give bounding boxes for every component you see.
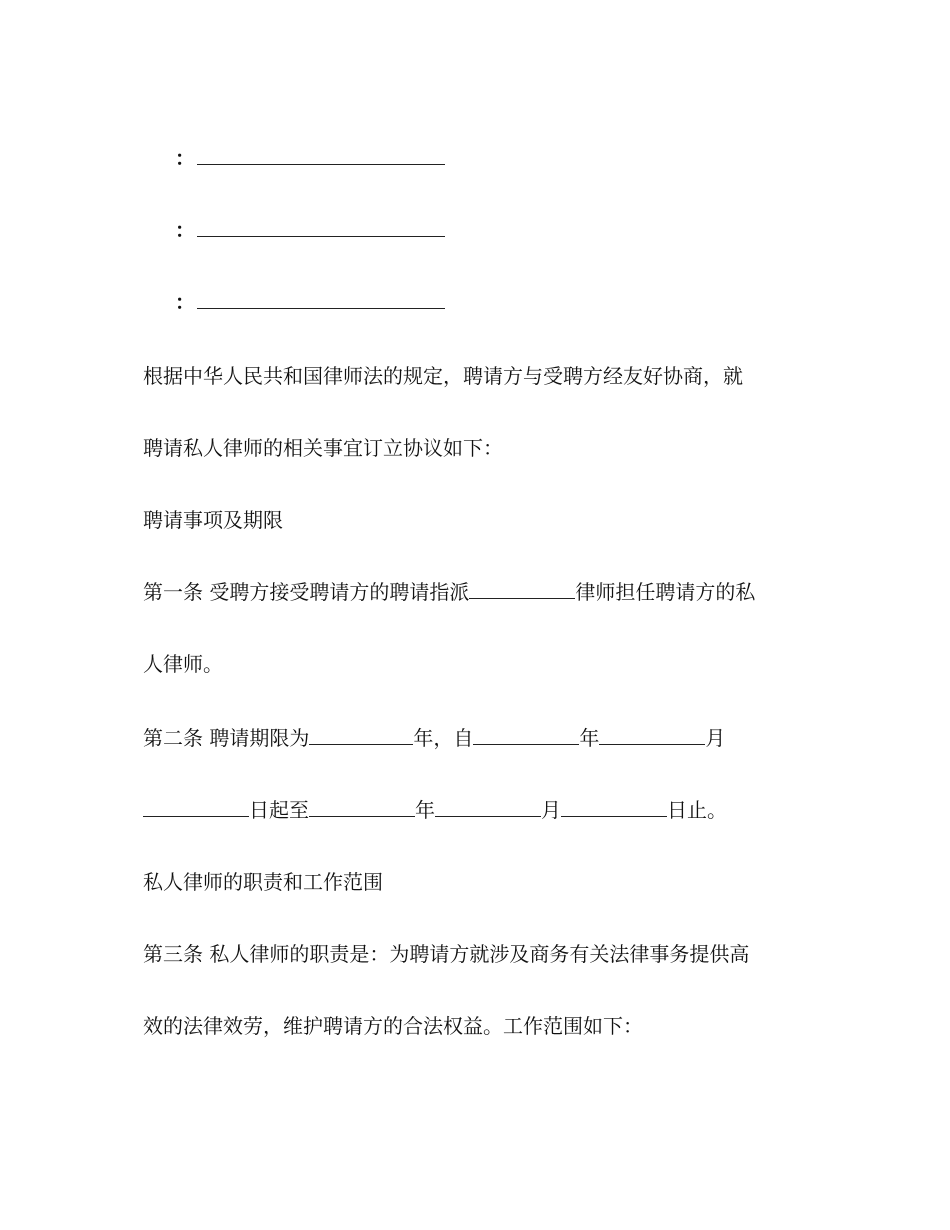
article-2-line-1 xyxy=(143,725,823,751)
end-year-blank xyxy=(309,798,415,817)
section-heading-terms: 聘请事项及期限 xyxy=(143,508,283,532)
article-2-text-b: 年，自 xyxy=(413,726,474,750)
article-1-line-1 xyxy=(143,579,823,605)
article-2-text-c: 年 xyxy=(579,726,600,750)
article-3-line-2: 效的法律效劳，维护聘请方的合法权益。工作范围如下： xyxy=(143,1014,643,1038)
start-year-blank xyxy=(473,726,579,745)
article-2-text-d: 月 xyxy=(705,726,726,750)
end-day-blank xyxy=(561,798,667,817)
intro-line-1: 根据中华人民共和国律师法的规定，聘请方与受聘方经友好协商，就 xyxy=(143,364,743,388)
article-2-text-f: 年 xyxy=(415,798,435,822)
start-month-blank xyxy=(599,726,705,745)
article-1-text-b: 律师担任聘请方的私 xyxy=(575,580,756,604)
header-field-2 xyxy=(175,218,445,242)
article-2-line-2 xyxy=(143,797,823,823)
field-blank-line xyxy=(197,218,445,237)
field-colon: ： xyxy=(175,218,195,242)
term-years-blank xyxy=(309,726,413,745)
intro-line-2: 聘请私人律师的相关事宜订立协议如下： xyxy=(143,436,503,460)
field-blank-line xyxy=(197,290,445,309)
lawyer-name-blank xyxy=(469,580,575,599)
article-2-text-a: 第二条 聘请期限为 xyxy=(143,726,310,750)
end-month-blank xyxy=(435,798,541,817)
article-1-line-2: 人律师。 xyxy=(143,652,223,676)
article-2-text-e: 日起至 xyxy=(249,798,309,822)
article-3-line-1: 第三条 私人律师的职责是：为聘请方就涉及商务有关法律事务提供高 xyxy=(143,942,750,966)
header-field-1 xyxy=(175,146,445,170)
field-colon: ： xyxy=(175,146,195,170)
article-1-text-a: 第一条 受聘方接受聘请方的聘请指派 xyxy=(143,580,470,604)
header-field-3 xyxy=(175,290,445,314)
article-2-text-g: 月 xyxy=(541,798,561,822)
field-blank-line xyxy=(197,146,445,165)
article-2-text-h: 日止。 xyxy=(667,798,727,822)
section-heading-duties: 私人律师的职责和工作范围 xyxy=(143,870,383,894)
start-day-blank xyxy=(143,798,249,817)
field-colon: ： xyxy=(175,290,195,314)
